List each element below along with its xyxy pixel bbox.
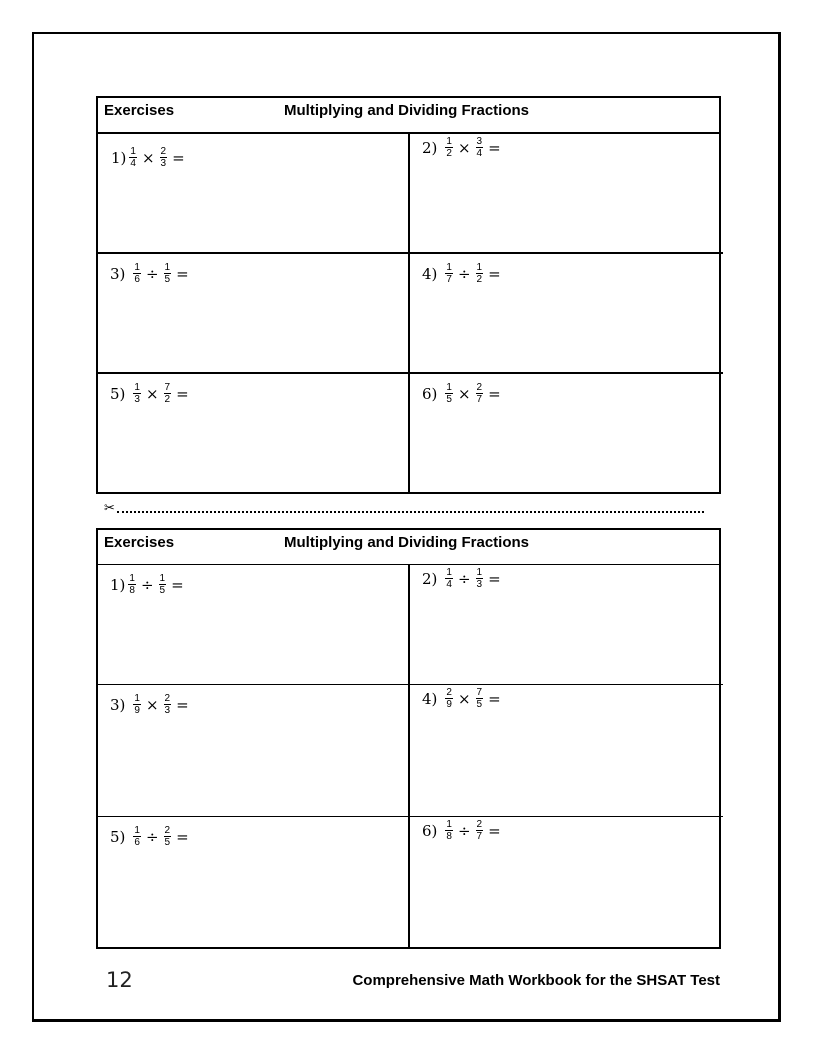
operator: ÷ [145,827,159,846]
problem-5: 5) $\frac{1}{3}$ × $\frac{7}{2}$ = [110,382,189,405]
fraction: $\frac{1}{3}$ [476,567,483,590]
fraction: $\frac{2}{5}$ [164,825,171,848]
answer-cell-3[interactable] [98,254,410,374]
problem-4: 4) $\frac{1}{7}$ ÷ $\frac{1}{2}$ = [422,262,501,285]
answer-cell-6[interactable] [410,817,723,947]
exercise-grid [96,564,721,949]
scissors-icon: ✂ [104,500,115,516]
page-number: 12 [106,968,133,992]
answer-cell-5[interactable] [98,817,410,947]
fraction: $\frac{3}{4}$ [476,136,483,159]
fraction: $\frac{2}{7}$ [476,819,483,842]
fraction: $\frac{1}{8}$ [446,819,452,842]
book-title: Comprehensive Math Workbook for the SHSAT Test [352,972,720,989]
answer-cell-5[interactable] [98,374,410,492]
problem-1: 1) $\frac{1}{4}$ × $\frac{2}{3}$ = [111,146,185,169]
answer-cell-2[interactable] [410,565,723,685]
exercises-label: Exercises [104,534,175,551]
fraction: $\frac{1}{4}$ [446,567,452,590]
answer-cell-3[interactable] [98,685,410,817]
answer-cell-6[interactable] [410,374,723,492]
operator: × [141,148,155,167]
answer-cell-1[interactable] [98,565,410,685]
exercises-label: Exercises [104,102,175,119]
fraction: $\frac{2}{3}$ [160,146,167,169]
fraction: $\frac{1}{2}$ [446,136,452,159]
operator: × [145,384,159,403]
operator: × [457,384,471,403]
operator: ÷ [457,821,471,840]
fraction: $\frac{1}{5}$ [446,382,452,405]
fraction: $\frac{1}{4}$ [130,146,136,169]
worksheet-header [96,96,721,132]
answer-cell-4[interactable] [410,685,723,817]
worksheet-title: Multiplying and Dividing Fractions [284,534,530,551]
cut-line [104,500,704,516]
problem-4: 4) $\frac{2}{9}$ × $\frac{7}{5}$ = [422,687,501,710]
fraction: $\frac{7}{5}$ [476,687,483,710]
fraction: $\frac{1}{2}$ [476,262,483,285]
worksheet-title: Multiplying and Dividing Fractions [284,102,530,119]
problem-5: 5) $\frac{1}{6}$ ÷ $\frac{2}{5}$ = [110,825,189,848]
answer-cell-2[interactable] [410,134,723,254]
problem-6: 6) $\frac{1}{8}$ ÷ $\frac{2}{7}$ = [422,819,501,842]
fraction: $\frac{1}{7}$ [446,262,452,285]
operator: ÷ [145,264,159,283]
answer-cell-4[interactable] [410,254,723,374]
fraction: $\frac{7}{2}$ [164,382,171,405]
dotted-line [117,510,704,513]
problem-2: 2) $\frac{1}{4}$ ÷ $\frac{1}{3}$ = [422,567,501,590]
worksheet-top [96,96,721,494]
operator: ÷ [140,575,154,594]
fraction: $\frac{1}{5}$ [164,262,171,285]
operator: × [457,138,471,157]
operator: ÷ [457,569,471,588]
fraction: $\frac{2}{3}$ [164,693,171,716]
answer-cell-1[interactable] [98,134,410,254]
exercise-grid [96,132,721,494]
fraction: $\frac{2}{9}$ [446,687,452,710]
worksheet-bottom [96,528,721,949]
fraction: $\frac{1}{8}$ [129,573,135,596]
operator: × [457,689,471,708]
problem-3: 3) $\frac{1}{9}$ × $\frac{2}{3}$ = [110,693,189,716]
fraction: $\frac{1}{3}$ [134,382,140,405]
problem-6: 6) $\frac{1}{5}$ × $\frac{2}{7}$ = [422,382,501,405]
operator: × [145,695,159,714]
problem-2: 2) $\frac{1}{2}$ × $\frac{3}{4}$ = [422,136,501,159]
fraction: $\frac{1}{9}$ [134,693,140,716]
fraction: $\frac{1}{6}$ [134,262,140,285]
problem-1: 1) $\frac{1}{8}$ ÷ $\frac{1}{5}$ = [110,573,184,596]
operator: ÷ [457,264,471,283]
worksheet-header [96,528,721,564]
problem-3: 3) $\frac{1}{6}$ ÷ $\frac{1}{5}$ = [110,262,189,285]
fraction: $\frac{1}{5}$ [159,573,166,596]
fraction: $\frac{2}{7}$ [476,382,483,405]
fraction: $\frac{1}{6}$ [134,825,140,848]
